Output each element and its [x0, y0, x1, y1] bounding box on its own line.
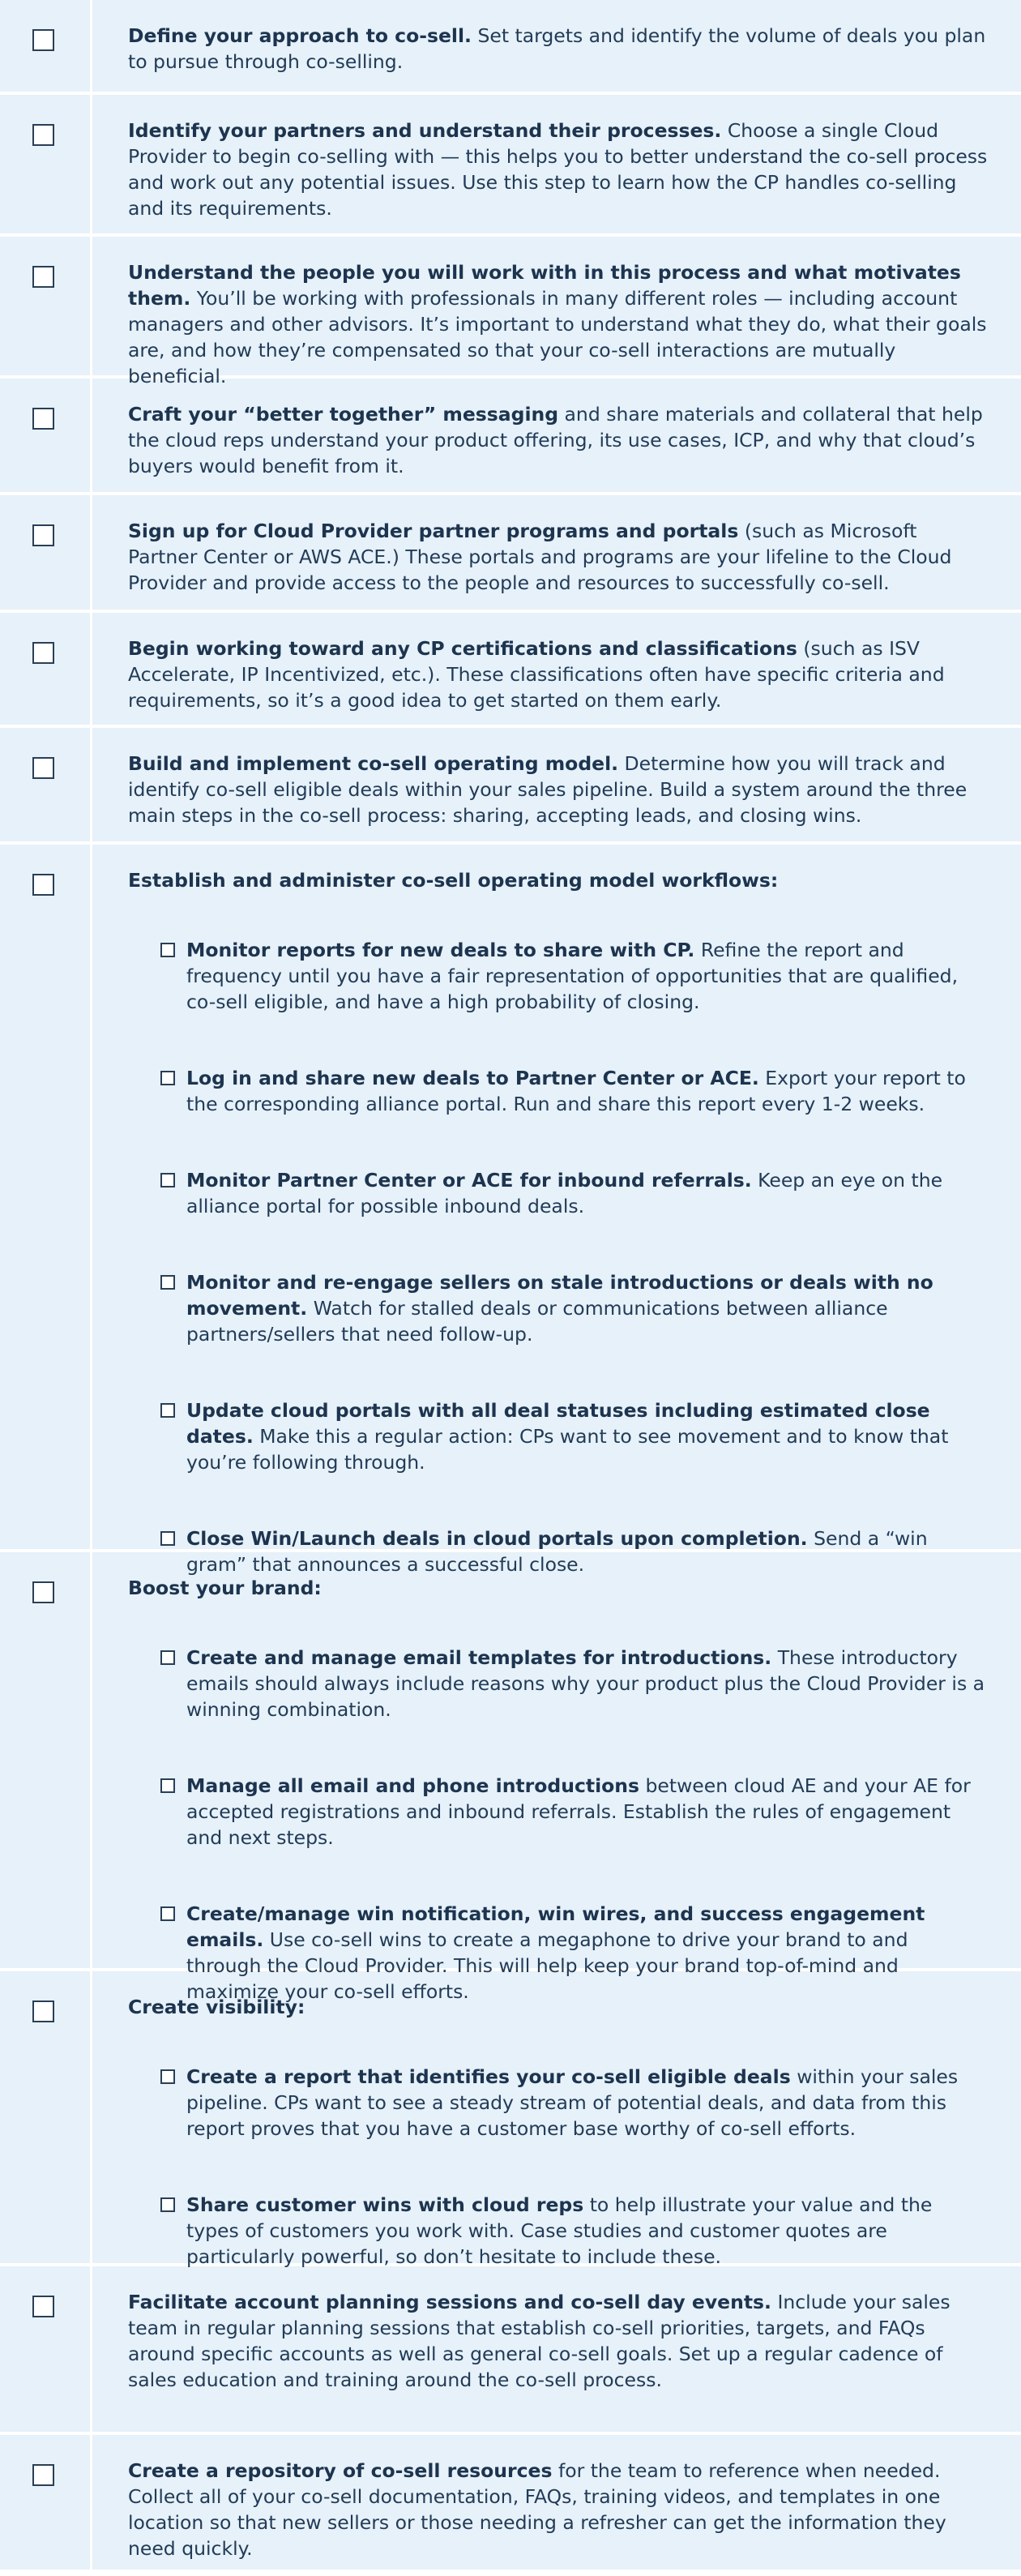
item-title: Create a repository of co-sell resources — [128, 2459, 553, 2482]
subtask-item — [160, 2192, 989, 2270]
item-description: and share materials and collateral that help the cloud reps understand your product offering, its use cases, ICP, and why that cloud’s buyers would benefit from it. — [128, 403, 983, 477]
subtask-item — [160, 1065, 989, 1117]
checkbox[interactable] — [32, 408, 54, 430]
item-description: (such as ISV Accelerate, IP Incentivized, etc.). These classifications often have specific criteria and requirements, so it’s a good idea to get started on them early. — [128, 637, 945, 712]
subtask-title: Share customer wins with cloud reps — [186, 2193, 584, 2216]
checklist-item-text — [92, 1552, 1021, 2003]
subtask-title: Create/manage win notification, win wires, and success engagement emails. — [186, 1902, 925, 1951]
item-description: Set targets and identify the volume of deals you plan to pursue through co-selling. — [128, 24, 986, 73]
checklist-row-brand — [0, 1552, 1021, 2003]
subtask-description: Watch for stalled deals or communications between alliance partners/sellers that need follow-up. — [186, 1297, 888, 1346]
checklist-row-visibility — [0, 1971, 1021, 2266]
subtask-item — [160, 2064, 989, 2142]
subtask-title: Manage all email and phone introductions — [186, 1774, 640, 1797]
checkbox[interactable] — [32, 524, 54, 546]
item-description: (such as Microsoft Partner Center or AWS ACE.) These portals and programs are your lifeline to the Cloud Provider and provide access to the people and resources to successfully co-sell. — [128, 520, 952, 594]
checkbox[interactable] — [32, 642, 54, 664]
checklist-item-text — [92, 845, 1021, 1576]
item-title: Sign up for Cloud Provider partner programs and portals — [128, 520, 739, 542]
checkbox[interactable] — [32, 757, 54, 779]
subtask-checkbox[interactable] — [160, 1275, 175, 1290]
section-title: Establish and administer co-sell operating model workflows: — [128, 869, 779, 892]
section-title: Boost your brand: — [128, 1577, 322, 1599]
checklist-row — [0, 495, 1021, 613]
subtask-title: Monitor Partner Center or ACE for inbound referrals. — [186, 1169, 752, 1192]
subtask-checkbox[interactable] — [160, 1071, 175, 1085]
subtask-checkbox[interactable] — [160, 1906, 175, 1921]
item-description: You’ll be working with professionals in many different roles — including account managers and other advisors. It’s important to understand what they do, what their goals are, and how they’re compensated so that your co-sell interactions are mutually beneficial. — [128, 287, 987, 387]
item-title: Define your approach to co-sell. — [128, 24, 472, 47]
subtask-description: These introductory emails should always include reasons why your product plus the Cloud Provider is a winning combination. — [186, 1646, 985, 1721]
subtask-list — [128, 2064, 989, 2270]
subtask-item — [160, 1773, 989, 1851]
checklist-item-text — [92, 237, 1021, 387]
subtask-description: Refine the report and frequency until you have a fair representation of opportunities that are qualified, co-sell eligible, and have a high probability of closing. — [186, 939, 959, 1013]
subtask-description: Export your report to the corresponding alliance portal. Run and share this report every 1-2 weeks. — [186, 1067, 966, 1115]
checklist-row — [0, 95, 1021, 237]
checklist-item-text — [92, 379, 1021, 492]
item-title: Understand the people you will work with in this process and what motivates them. — [128, 261, 961, 310]
checkbox[interactable] — [32, 874, 54, 896]
item-title: Facilitate account planning sessions and co-sell day events. — [128, 2291, 771, 2313]
subtask-title: Close Win/Launch deals in cloud portals upon completion. — [186, 1527, 808, 1550]
subtask-description: within your sales pipeline. CPs want to see a steady stream of potential deals, and data from this report proves that you have a customer base worthy of co-sell efforts. — [186, 2065, 959, 2140]
checklist-item-text — [92, 613, 1021, 725]
item-title: Build and implement co-sell operating model. — [128, 752, 619, 775]
item-description: Determine how you will track and identify co-sell eligible deals within your sales pipeline. Build a system around the three main steps in the co-sell process: sharing, accepting leads, and closing wins. — [128, 752, 968, 827]
subtask-description: Send a “win gram” that announces a successful close. — [186, 1527, 928, 1576]
subtask-checkbox[interactable] — [160, 2069, 175, 2084]
subtask-title: Monitor and re-engage sellers on stale introductions or deals with no movement. — [186, 1271, 933, 1320]
checkbox[interactable] — [32, 1581, 54, 1603]
subtask-item — [160, 1645, 989, 1722]
checklist-item-text — [92, 728, 1021, 841]
checklist-row — [0, 2435, 1021, 2570]
checkbox[interactable] — [32, 2296, 54, 2317]
subtask-item — [160, 1397, 989, 1475]
checklist-row — [0, 728, 1021, 845]
checkbox[interactable] — [32, 2000, 54, 2022]
subtask-description: Make this a regular action: CPs want to see movement and to know that you’re following through. — [186, 1425, 949, 1474]
checklist-item-text — [92, 0, 1021, 92]
checkbox[interactable] — [32, 2464, 54, 2486]
subtask-item — [160, 1525, 989, 1577]
subtask-title: Monitor reports for new deals to share with CP. — [186, 939, 695, 961]
subtask-checkbox[interactable] — [160, 943, 175, 957]
subtask-description: Use co-sell wins to create a megaphone to drive your brand to and through the Cloud Provider. This will help keep your brand top-of-mind and maximize your co-sell efforts. — [186, 1928, 908, 2003]
checklist-item-text — [92, 2266, 1021, 2432]
section-title: Create visibility: — [128, 1996, 305, 2018]
checklist-row-workflows — [0, 845, 1021, 1576]
subtask-checkbox[interactable] — [160, 2197, 175, 2212]
checklist-row — [0, 379, 1021, 495]
checkbox[interactable] — [32, 29, 54, 51]
subtask-checkbox[interactable] — [160, 1531, 175, 1546]
subtask-checkbox[interactable] — [160, 1778, 175, 1793]
subtask-item — [160, 1269, 989, 1347]
subtask-description: Keep an eye on the alliance portal for possible inbound deals. — [186, 1169, 943, 1217]
checklist-item-text — [92, 2435, 1021, 2570]
checklist-row — [0, 237, 1021, 387]
checkbox[interactable] — [32, 266, 54, 288]
checklist-item-text — [92, 95, 1021, 233]
subtask-title: Log in and share new deals to Partner Center or ACE. — [186, 1067, 759, 1089]
subtask-item — [160, 937, 989, 1015]
checklist-item-text — [92, 495, 1021, 610]
subtask-item — [160, 1901, 989, 2005]
subtask-title: Create a report that identifies your co-sell eligible deals — [186, 2065, 791, 2088]
checkbox[interactable] — [32, 124, 54, 146]
subtask-list — [128, 937, 989, 1577]
subtask-description: to help illustrate your value and the types of customers you work with. Case studies and customer quotes are particularly powerful, so don’t hesitate to include these. — [186, 2193, 933, 2268]
item-description: for the team to reference when needed. Collect all of your co-sell documentation, FAQs, training videos, and templates in one location so that new sellers or those needing a refresher can get the information they need quickly. — [128, 2459, 946, 2560]
subtask-checkbox[interactable] — [160, 1403, 175, 1418]
item-description: Include your sales team in regular planning sessions that establish co-sell priorities, targets, and FAQs around specific accounts as well as general co-sell goals. Set up a regular cadence of sales education and training around the co-sell process. — [128, 2291, 951, 2391]
item-description: Choose a single Cloud Provider to begin co-selling with — this helps you to better understand the co-sell process and work out any potential issues. Use this step to learn how the CP handles co-selling and its requirements. — [128, 119, 988, 220]
subtask-checkbox[interactable] — [160, 1650, 175, 1665]
checklist-row — [0, 613, 1021, 728]
subtask-item — [160, 1167, 989, 1219]
item-title: Craft your “better together” messaging — [128, 403, 559, 426]
subtask-list — [128, 1645, 989, 2005]
checklist-item-text — [92, 1971, 1021, 2268]
subtask-description: between cloud AE and your AE for accepted registrations and inbound referrals. Establish the rules of engagement and next steps. — [186, 1774, 971, 1849]
item-title: Identify your partners and understand their processes. — [128, 119, 722, 142]
checklist-row — [0, 0, 1021, 95]
item-title: Begin working toward any CP certifications and classifications — [128, 637, 797, 660]
checklist-row — [0, 2266, 1021, 2435]
subtask-checkbox[interactable] — [160, 1173, 175, 1187]
subtask-title: Create and manage email templates for introductions. — [186, 1646, 772, 1669]
subtask-title: Update cloud portals with all deal statuses including estimated close dates. — [186, 1399, 930, 1448]
